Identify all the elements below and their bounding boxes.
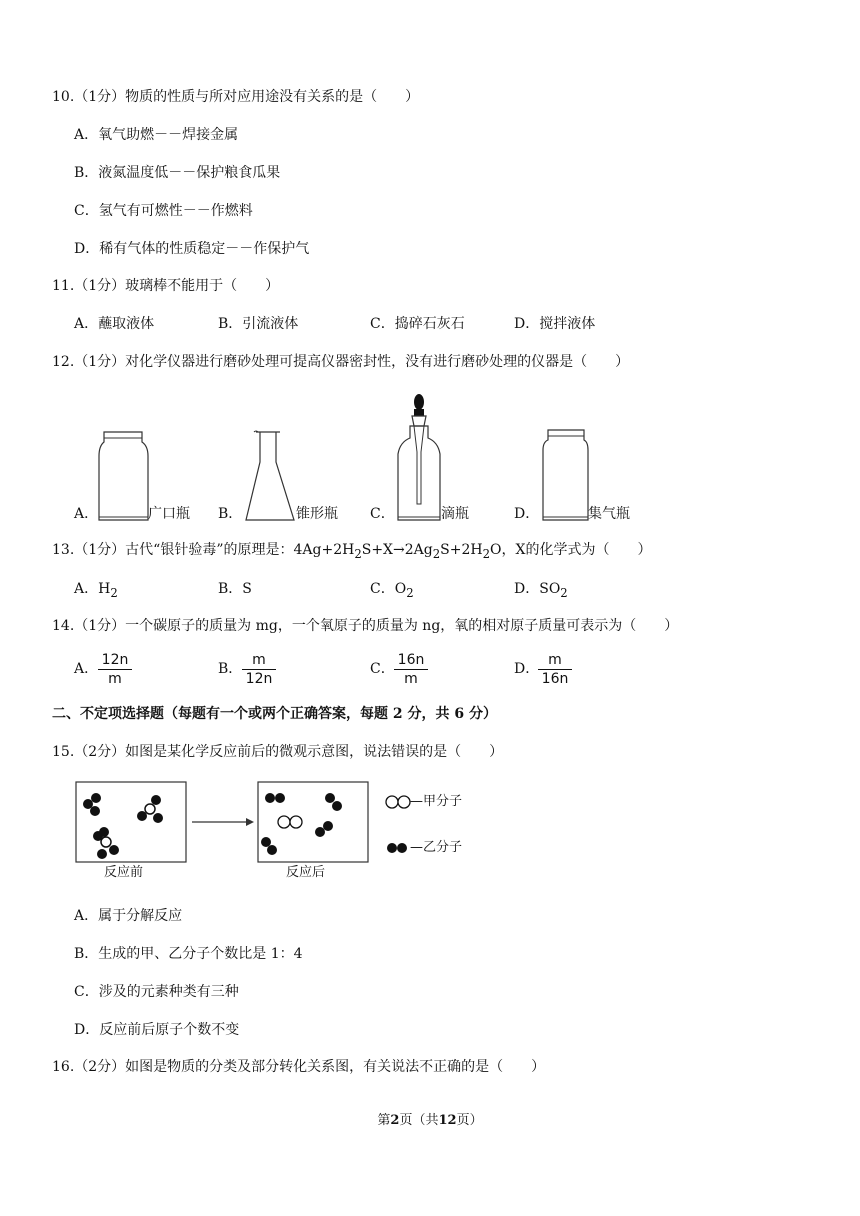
fraction-denominator: 16n xyxy=(541,671,569,687)
question-12-option-d-name: 集气瓶 xyxy=(588,506,630,522)
question-12-option-a-name: 广口瓶 xyxy=(148,506,190,522)
question-10-option-b: B．液氮温度低－－保护粮食瓜果 xyxy=(74,165,281,181)
question-11-option-d: D．搅拌液体 xyxy=(514,316,596,332)
question-15-option-a: A．属于分解反应 xyxy=(74,908,183,924)
before-box xyxy=(76,782,186,862)
question-10-stem: 10.（1分）物质的性质与所对应用途没有关系的是（ ） xyxy=(52,89,420,105)
question-13-option-a: A．$H_2$ xyxy=(74,581,118,600)
question-14-option-c-fraction xyxy=(394,652,428,687)
conical-flask-icon xyxy=(244,430,300,524)
question-14-option-a-letter: A． xyxy=(74,661,99,677)
question-14-stem: 14.（1分）一个碳原子的质量为 mg，一个氧原子的质量为 ng，氧的相对原子质量可表示为（ ） xyxy=(52,618,679,634)
question-15-option-d: D．反应前后原子个数不变 xyxy=(74,1022,240,1038)
question-15-option-c: C．涉及的元素种类有三种 xyxy=(74,984,239,1000)
before-label: 反应前 xyxy=(104,865,144,880)
question-13-stem: 13.（1分）古代“银针验毒”的原理是：$4Ag+2H_2S+X\to 2Ag_2S+2H_2O$，X的化学式为（ ） xyxy=(52,542,652,561)
page-footer: 第2页（共12页） xyxy=(377,1113,483,1128)
gas-collecting-bottle-icon xyxy=(540,428,592,524)
question-14-option-a-fraction xyxy=(98,652,132,687)
fraction-numerator: m xyxy=(252,652,266,668)
fraction-numerator: 12n xyxy=(101,652,129,668)
question-11-option-b: B．引流液体 xyxy=(218,316,299,332)
fraction-numerator: 16n xyxy=(397,652,425,668)
fraction-denominator: m xyxy=(108,671,122,687)
question-14-option-b-fraction xyxy=(242,652,276,687)
question-12-stem: 12.（1分）对化学仪器进行磨砂处理可提高仪器密封性，没有进行磨砂处理的仪器是（ ） xyxy=(52,354,630,370)
fraction-denominator: m xyxy=(404,671,418,687)
legend-jia-molecule: —甲分子 xyxy=(410,794,463,809)
question-12-option-b-letter: B． xyxy=(218,506,243,522)
question-10-option-c: C．氢气有可燃性－－作燃料 xyxy=(74,203,253,219)
section-2-heading: 二、不定项选择题（每题有一个或两个正确答案，每题 2 分，共 6 分） xyxy=(52,706,497,722)
question-10-option-d: D．稀有气体的性质稳定－－作保护气 xyxy=(74,241,310,257)
question-16-stem: 16.（2分）如图是物质的分类及部分转化关系图，有关说法不正确的是（ ） xyxy=(52,1059,546,1075)
question-12-option-b-name: 锥形瓶 xyxy=(296,506,338,522)
question-15-stem: 15.（2分）如图是某化学反应前后的微观示意图，说法错误的是（ ） xyxy=(52,744,504,760)
dropper-bottle-icon xyxy=(394,392,444,524)
question-14-option-b-letter: B． xyxy=(218,661,243,677)
fraction-denominator: 12n xyxy=(245,671,273,687)
fraction-numerator: m xyxy=(548,652,562,668)
question-10-option-a: A．氧气助燃－－焊接金属 xyxy=(74,127,239,143)
wide-mouth-bottle-icon xyxy=(96,428,152,524)
question-12-option-a-letter: A． xyxy=(74,506,99,522)
question-11-option-a: A．蘸取液体 xyxy=(74,316,155,332)
question-13-option-b: B．S xyxy=(218,581,252,597)
question-12-option-c-letter: C． xyxy=(370,506,395,522)
question-11-option-c: C．捣碎石灰石 xyxy=(370,316,465,332)
question-14-option-d-fraction xyxy=(538,652,572,687)
legend-yi-molecule: —乙分子 xyxy=(410,840,463,855)
question-13-option-d: D．$SO_2$ xyxy=(514,581,568,600)
after-label: 反应后 xyxy=(286,865,326,880)
question-12-option-d-letter: D． xyxy=(514,506,540,522)
question-11-stem: 11.（1分）玻璃棒不能用于（ ） xyxy=(52,278,280,294)
question-14-option-d-letter: D． xyxy=(514,661,540,677)
question-15-option-b: B．生成的甲、乙分子个数比是 1：4 xyxy=(74,946,303,962)
question-12-option-c-name: 滴瓶 xyxy=(441,506,469,522)
question-13-option-c: C．$O_2$ xyxy=(370,581,414,600)
question-14-option-c-letter: C． xyxy=(370,661,395,677)
